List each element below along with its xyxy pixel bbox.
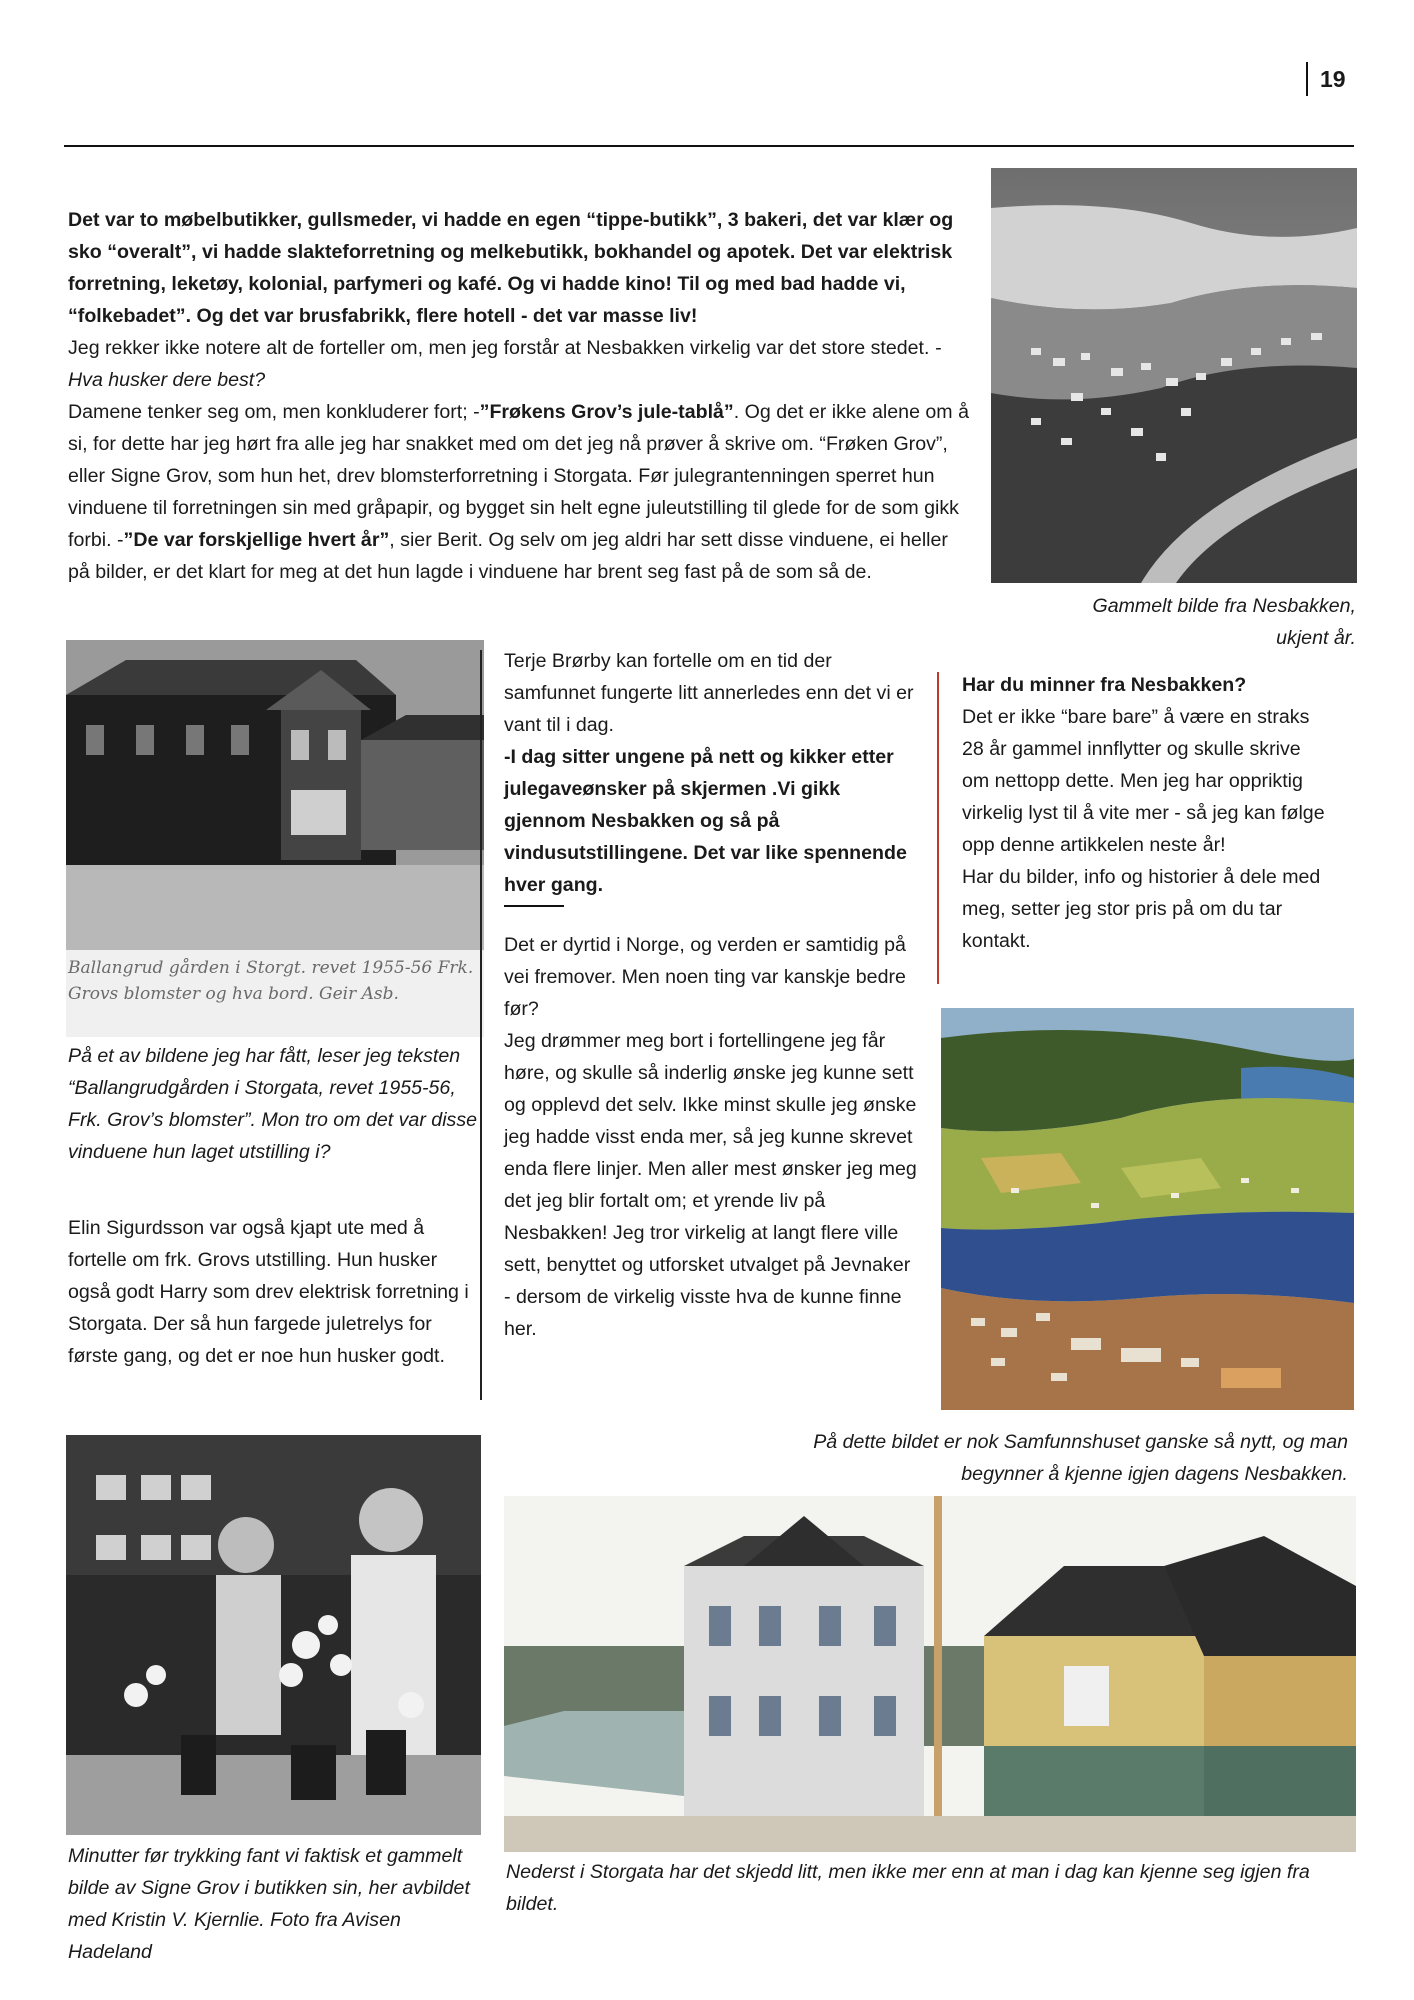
photo-handwriting: Ballangrud gården i Storgt. revet 1955-56 Frk. Grovs blomster og hva bord. Geir Asb. (68, 958, 474, 1004)
photo-aerial-old (991, 168, 1357, 583)
photo-aerial-color (941, 1008, 1354, 1410)
intro-para-2: Jeg rekker ikke notere alt de forteller om, men jeg forstår at Nesbakken virkelig var det store stedet. -Hva husker dere best? (68, 337, 942, 391)
terje-text: Terje Brørby kan fortelle om en tid der samfunnet fungerte litt annerledes enn det vi er vant til i dag. (504, 650, 914, 736)
right-column (962, 669, 1332, 957)
quote-end-rule (504, 905, 564, 907)
contact-heading: Har du minner fra Nesbakken? (962, 674, 1247, 696)
caption-storgata: Nederst i Storgata har det skjedd litt, men ikke mer enn at man i dag kan kjenne seg igjen fra bildet. (506, 1861, 1310, 1915)
contact-body: Det er ikke “bare bare” å være en straks 28 år gammel innflytter og skulle skrive om nettopp dette. Men jeg har oppriktig virkelig lyst til å vite mer - så jeg kan følge opp denne artikkelen neste år! (962, 706, 1325, 856)
column-divider-left (480, 650, 482, 1400)
page-number: 19 (1320, 66, 1346, 92)
header-rule (64, 145, 1354, 147)
intro-text (68, 204, 973, 588)
caption-ballangrud: På et av bildene jeg har fått, leser jeg teksten “Ballangrudgården i Storgata, revet 1955-56, Frk. Grov’s blomster”. Mon tro om det var disse vinduene hun laget utstilling i? (68, 1045, 478, 1163)
intro-para-3: Damene tenker seg om, men konkluderer fort; -”Frøkens Grov’s jule-tablå”. Og det er ikke alene om å si, for dette har jeg hørt fra alle jeg har snakket med om det jeg nå prøver å skrive om. “Frøken Grov”, eller Signe Grov, som hun het, drev blomsterforretning i Storgata. Før julegrantenningen sperret hun vinduene til forretningen sin med gråpapir, og bygget sin helt egne juleutstilling til glede for de som gikk forbi. -”De var forskjellige hvert år”, sier Berit. Og selv om jeg aldri har sett disse vinduene, ei heller på bilder, er det klart for meg at det hun lagde i vinduene har brent seg fast på de som så de. (68, 401, 969, 583)
caption-aerial-old: Gammelt bilde fra Nesbakken, ukjent år. (1092, 595, 1356, 649)
photo-signe-grov (66, 1435, 481, 1835)
photo-ballangrud (66, 640, 484, 1037)
caption-aerial-color: På dette bildet er nok Samfunnshuset ganske så nytt, og man begynner å kjenne igjen dagens Nesbakken. (813, 1431, 1348, 1485)
contact-body-2: Har du bilder, info og historier å dele med meg, setter jeg stor pris på om du tar kontakt. (962, 866, 1321, 952)
elin-text: Elin Sigurdsson var også kjapt ute med å fortelle om frk. Grovs utstilling. Hun husker også godt Harry som drev elektrisk forretning i Storgata. Der så hun fargede juletrelys for første gang, og det er noe hun husker godt. (68, 1217, 469, 1367)
column-divider-right (937, 672, 939, 984)
middle-column-2 (504, 929, 919, 1345)
terje-quote: -I dag sitter ungene på nett og kikker etter julegaveønsker på skjermen .Vi gikk gjennom Nesbakken og så på vindusutstillingene. Det var like spennende hver gang. (504, 746, 907, 896)
intro-bold: Det var to møbelbutikker, gullsmeder, vi hadde en egen “tippe-butikk”, 3 bakeri, det var klær og sko “overalt”, vi hadde slakteforretning og melkebutikk, bokhandel og apotek. Det var elektrisk forretning, leketøy, kolonial, parfymeri og kafé. Og vi hadde kino! Til og med bad hadde vi, “folkebadet”. Og det var brusfabrikk, flere hotell - det var masse liv! (68, 209, 954, 327)
page-number-divider (1306, 62, 1308, 96)
photo-storgata (504, 1496, 1356, 1852)
middle-column (504, 645, 919, 901)
drommer-text: Jeg drømmer meg bort i fortellingene jeg får høre, og skulle så inderlig ønske jeg kunne sett og opplevd det selv. Ikke minst skulle jeg ønske jeg hadde visst enda mer, så jeg kunne skrevet enda flere linjer. Men aller mest ønsker jeg meg det jeg blir fortalt om; et yrende liv på Nesbakken! Jeg tror virkelig at langt flere ville sett, benyttet og utforsket utvalget på Jevnaker - dersom de virkelig visste hva de kunne finne her. (504, 1030, 917, 1340)
caption-signe-grov: Minutter før trykking fant vi faktisk et gammelt bilde av Signe Grov i butikken sin, her avbildet med Kristin V. Kjernlie. Foto fra Avisen Hadeland (68, 1845, 470, 1963)
dyrtid-text: Det er dyrtid i Norge, og verden er samtidig på vei fremover. Men noen ting var kanskje bedre før? (504, 934, 906, 1020)
